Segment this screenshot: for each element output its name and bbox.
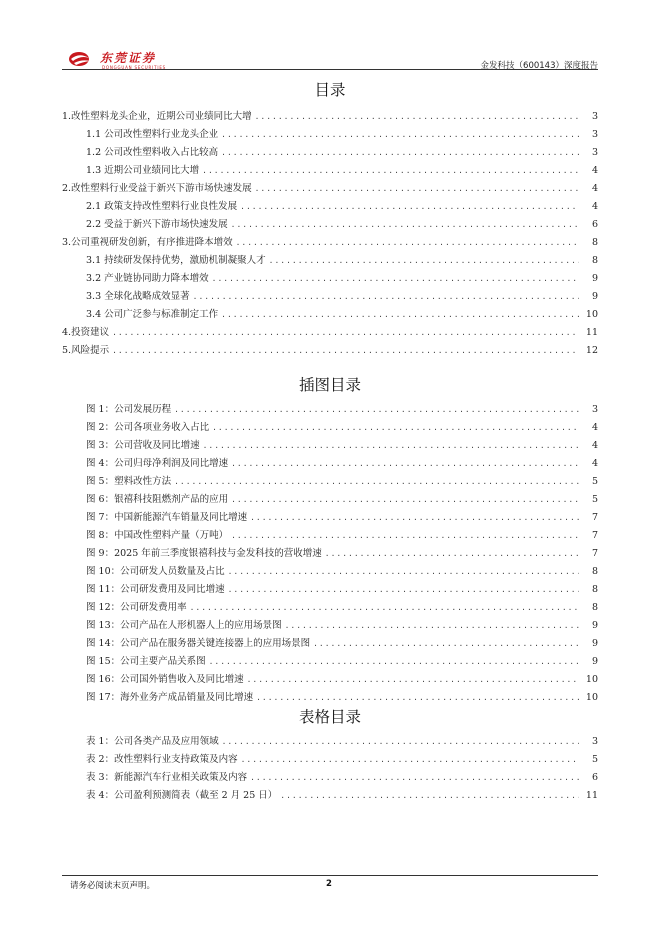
toc-entry[interactable]: 1.2 公司改性塑料收入占比较高 ..... 3	[62, 144, 598, 162]
logo-subtext: DONGGUAN SECURITIES	[102, 65, 166, 70]
page-header	[62, 44, 598, 70]
figure-entry[interactable]: 图 11：公司研发费用及同比增速 ..... 8	[62, 581, 598, 599]
toc-entry[interactable]: 3.1 持续研发保持优势，激励机制凝聚人才 ..... 8	[62, 252, 598, 270]
figure-entry[interactable]: 图 10：公司研发人员数量及占比 ..... 8	[62, 563, 598, 581]
figure-entry[interactable]: 图 9：2025 年前三季度银禧科技与金发科技的营收增速 ..... 7	[62, 545, 598, 563]
figure-entry[interactable]: 图 8：中国改性塑料产量（万吨） ..... 7	[62, 527, 598, 545]
table-list	[62, 733, 598, 805]
page-number: 2	[326, 879, 332, 889]
toc-entry[interactable]: 1.改性塑料龙头企业，近期公司业绩同比大增 ..... 3	[62, 108, 598, 126]
figure-list	[62, 401, 598, 707]
figure-entry[interactable]: 图 17：海外业务产成品销量及同比增速 ..... 10	[62, 689, 598, 707]
figure-entry[interactable]: 图 12：公司研发费用率 ..... 8	[62, 599, 598, 617]
toc-entry[interactable]: 3.2 产业链协同助力降本增效 ..... 9	[62, 270, 598, 288]
toc-entry[interactable]: 2.改性塑料行业受益于新兴下游市场快速发展 ..... 4	[62, 180, 598, 198]
report-title: 金发科技（600143）深度报告	[480, 61, 598, 71]
figure-entry[interactable]: 图 13：公司产品在人形机器人上的应用场景图 ..... 9	[62, 617, 598, 635]
table-entry[interactable]: 表 2：改性塑料行业支持政策及内容 ..... 5	[62, 751, 598, 769]
toc-entry[interactable]: 2.1 政策支持改性塑料行业良性发展 ..... 4	[62, 198, 598, 216]
toc-entry[interactable]: 3.4 公司广泛参与标准制定工作 ..... 10	[62, 306, 598, 324]
figure-entry[interactable]: 图 2：公司各项业务收入占比 ..... 4	[62, 419, 598, 437]
disclaimer-note: 请务必阅读末页声明。	[70, 881, 156, 891]
logo-text: 东莞证券	[100, 51, 157, 65]
toc-entry[interactable]: 3.公司重视研发创新，有序推进降本增效 ..... 8	[62, 234, 598, 252]
figure-entry[interactable]: 图 3：公司营收及同比增速 ..... 4	[62, 437, 598, 455]
table-entry[interactable]: 表 1：公司各类产品及应用领域 ..... 3	[62, 733, 598, 751]
toc-entry[interactable]: 5.风险提示 ..... 12	[62, 342, 598, 360]
figure-entry[interactable]: 图 7：中国新能源汽车销量及同比增速 ..... 7	[62, 509, 598, 527]
toc-entry[interactable]: 1.3 近期公司业绩同比大增 ..... 4	[62, 162, 598, 180]
toc-entry[interactable]: 1.1 公司改性塑料行业龙头企业 ..... 3	[62, 126, 598, 144]
figure-entry[interactable]: 图 5：塑料改性方法 ..... 5	[62, 473, 598, 491]
table-of-contents	[62, 108, 598, 360]
toc-entry[interactable]: 3.3 全球化战略成效显著 ..... 9	[62, 288, 598, 306]
footer-divider	[62, 875, 598, 876]
header-divider	[62, 69, 598, 70]
logo-mark-icon	[68, 50, 96, 68]
figures-heading: 插图目录	[298, 376, 361, 394]
toc-heading: 目录	[314, 81, 346, 99]
figure-entry[interactable]: 图 14：公司产品在服务器关键连接器上的应用场景图 ..... 9	[62, 635, 598, 653]
figure-entry[interactable]: 图 16：公司国外销售收入及同比增速 ..... 10	[62, 671, 598, 689]
figure-entry[interactable]: 图 15：公司主要产品关系图 ..... 9	[62, 653, 598, 671]
table-entry[interactable]: 表 4：公司盈利预测简表（截至 2 月 25 日） ..... 11	[62, 787, 598, 805]
figure-entry[interactable]: 图 4：公司归母净利润及同比增速 ..... 4	[62, 455, 598, 473]
figure-entry[interactable]: 图 1：公司发展历程 ..... 3	[62, 401, 598, 419]
toc-entry[interactable]: 2.2 受益于新兴下游市场快速发展 ..... 6	[62, 216, 598, 234]
figure-entry[interactable]: 图 6：银禧科技阻燃剂产品的应用 ..... 5	[62, 491, 598, 509]
toc-entry[interactable]: 4.投资建议 ..... 11	[62, 324, 598, 342]
tables-heading: 表格目录	[298, 708, 361, 726]
table-entry[interactable]: 表 3：新能源汽车行业相关政策及内容 ..... 6	[62, 769, 598, 787]
